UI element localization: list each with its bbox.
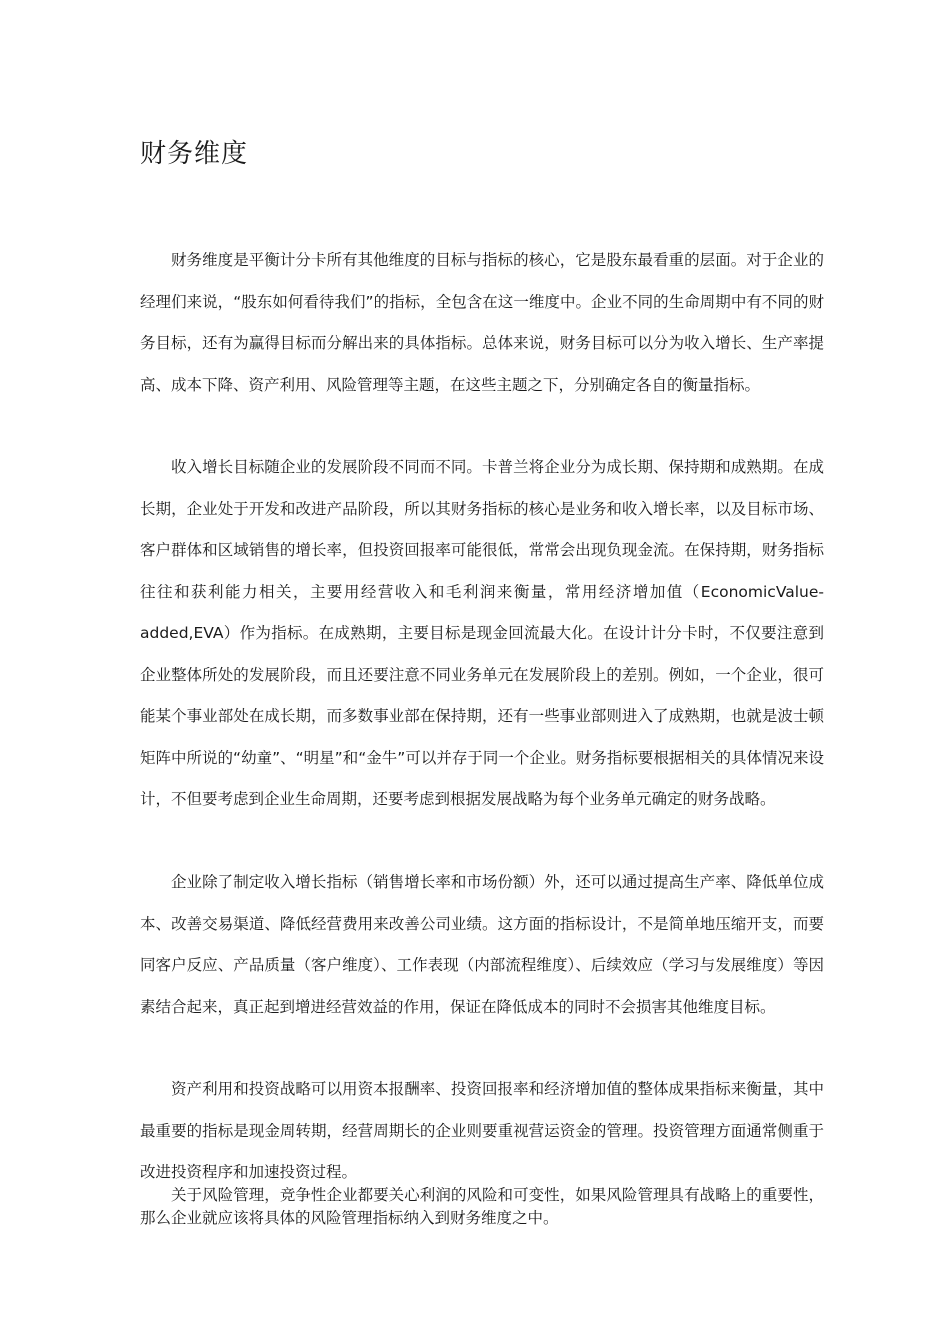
paragraph-risk-management: 关于风险管理，竞争性企业都要关心利润的风险和可变性，如果风险管理具有战略上的重要性，那么企业就应该将具体的风险管理指标纳入到财务维度之中。 [140, 1186, 824, 1227]
paragraph-revenue-growth: 收入增长目标随企业的发展阶段不同而不同。卡普兰将企业分为成长期、保持期和成熟期。在成长期，企业处于开发和改进产品阶段，所以其财务指标的核心是业务和收入增长率，以及目标市场、客户群体和区域销售的增长率，但投资回报率可能很低，常常会出现负现金流。在保持期，财务指标往往和获利能力相关，主要用经营收入和毛利润来衡量，常用经济增加值（EconomicValue-added,EVA）作为指标。在成熟期，主要目标是现金回流最大化。在设计计分卡时，不仅要注意到企业整体所处的发展阶段，而且还要注意不同业务单元在发展阶段上的差别。例如，一个企业，很可能某个事业部处在成长期，而多数事业部在保持期，还有一些事业部则进入了成熟期，也就是波士顿矩阵中所说的“幼童”、“明星”和“金牛”可以并存于同一个企业。财务指标要根据相关的具体情况来设计，不但要考虑到企业生命周期，还要考虑到根据发展战略为每个业务单元确定的财务战略。 [140, 458, 824, 808]
paragraph-cost-reduction: 企业除了制定收入增长指标（销售增长率和市场份额）外，还可以通过提高生产率、降低单位成本、改善交易渠道、降低经营费用来改善公司业绩。这方面的指标设计，不是简单地压缩开支，而要同客户反应、产品质量（客户维度）、工作表现（内部流程维度）、后续效应（学习与发展维度）等因素结合起来，真正起到增进经营效益的作用，保证在降低成本的同时不会损害其他维度目标。 [140, 873, 824, 1016]
paragraph-asset-utilization: 资产利用和投资战略可以用资本报酬率、投资回报率和经济增加值的整体成果指标来衡量，其中最重要的指标是现金周转期，经营周期长的企业则要重视营运资金的管理。投资管理方面通常侧重于改进投资程序和加速投资过程。 [140, 1080, 824, 1181]
paragraph-intro: 财务维度是平衡计分卡所有其他维度的目标与指标的核心，它是股东最看重的层面。对于企业的经理们来说，“股东如何看待我们”的指标，全包含在这一维度中。企业不同的生命周期中有不同的财务目标，还有为赢得目标而分解出来的具体指标。总体来说，财务目标可以分为收入增长、生产率提高、成本下降、资产利用、风险管理等主题，在这些主题之下，分别确定各自的衡量指标。 [140, 251, 824, 394]
page-title: 财务维度 [140, 139, 249, 169]
